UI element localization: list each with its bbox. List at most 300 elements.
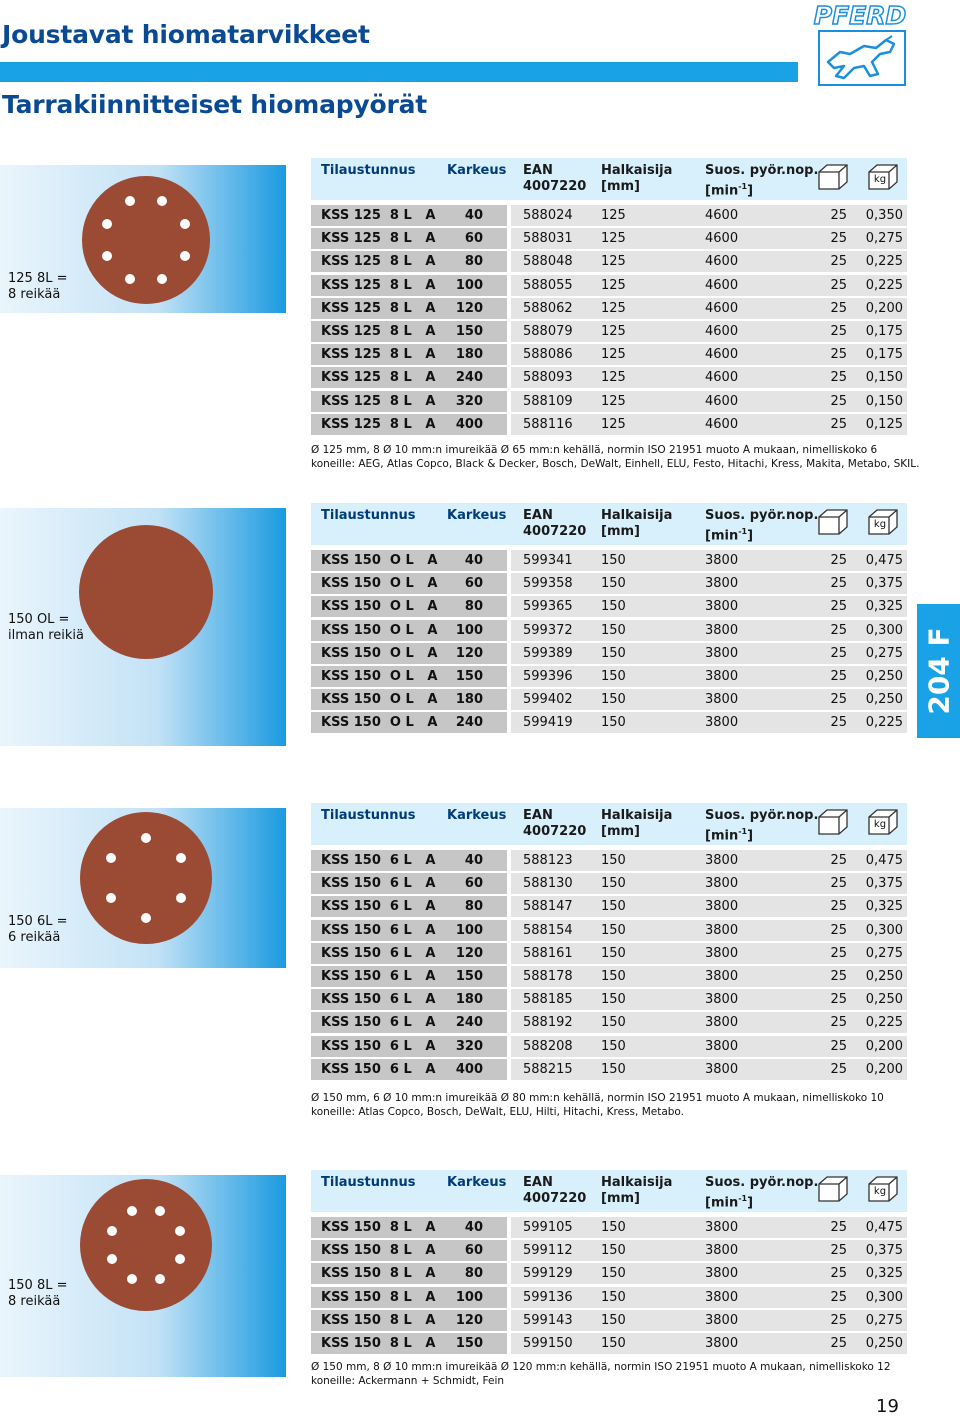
product-note	[311, 443, 919, 471]
weight-value: 0,375	[865, 576, 903, 592]
ean-code: 599389	[523, 645, 573, 661]
disc-hole	[176, 893, 186, 903]
grit-value: 60	[464, 876, 483, 892]
speed-value: 3800	[705, 669, 739, 684]
product-row	[311, 1012, 907, 1033]
weight-value: 0,250	[865, 669, 903, 684]
speed-value: 3800	[705, 876, 739, 892]
product-row	[311, 367, 907, 388]
grit-value: 80	[464, 1266, 483, 1282]
speed-value: 3800	[705, 969, 739, 984]
pack-quantity: 25	[830, 1289, 847, 1305]
table-header	[311, 803, 907, 845]
ean-code: 588215	[523, 1061, 573, 1077]
product-row	[311, 943, 907, 964]
col-order-code-line1: Tilaustunnus	[321, 163, 416, 178]
pack-quantity: 25	[830, 277, 847, 293]
speed-value: 3800	[705, 1015, 739, 1031]
weight-value: 0,225	[865, 1015, 903, 1031]
speed-value: 3800	[705, 576, 739, 592]
grit-value: 120	[455, 645, 483, 661]
diameter-value: 150	[601, 1061, 626, 1077]
order-code: KSS 150 8 L A	[321, 1266, 436, 1282]
disc-hole	[125, 274, 135, 284]
col-grit-line1: Karkeus	[447, 508, 507, 523]
page-number: 19	[876, 1396, 899, 1417]
speed-value: 3800	[705, 1220, 739, 1235]
order-code: KSS 150 6 L A	[321, 945, 436, 961]
grit-value: 120	[455, 1312, 483, 1328]
disc-hole	[175, 1226, 185, 1236]
disc-hole	[107, 1226, 117, 1236]
grit-value: 100	[455, 1289, 483, 1305]
col-speed-unit	[705, 1191, 818, 1211]
pack-quantity: 25	[830, 553, 847, 568]
col-ean-line2: 4007220	[523, 1191, 587, 1206]
weight-kg-icon-label: kg	[873, 519, 887, 530]
grit-value: 150	[455, 969, 483, 984]
col-diameter-line2: [mm]	[601, 179, 640, 194]
product-row	[311, 275, 907, 296]
order-code: KSS 150 6 L A	[321, 1061, 436, 1077]
pack-quantity: 25	[830, 692, 847, 708]
product-note-line2: koneille: Ackermann + Schmidt, Fein	[311, 1375, 505, 1387]
product-note-line1: Ø 125 mm, 8 Ø 10 mm:n imureikää Ø 65 mm:n kehällä, normin ISO 21951 muoto A mukaan, nimelliskoko 6	[311, 444, 878, 456]
grit-value: 100	[455, 622, 483, 638]
col-diameter	[601, 1175, 672, 1207]
order-code: KSS 150 O L A	[321, 599, 438, 615]
pack-quantity: 25	[830, 853, 847, 868]
col-speed	[705, 808, 818, 844]
diameter-value: 150	[601, 599, 626, 615]
weight-value: 0,300	[865, 922, 903, 938]
grit-value: 320	[455, 1038, 483, 1054]
product-row	[311, 1333, 907, 1354]
weight-kg-icon	[867, 162, 899, 196]
product-row	[311, 205, 907, 226]
order-code: KSS 150 6 L A	[321, 899, 436, 915]
product-note	[311, 1360, 891, 1388]
disc-type-label	[8, 612, 84, 644]
table-header	[311, 1170, 907, 1212]
col-order-code	[321, 808, 416, 824]
pack-quantity-box-icon	[817, 1174, 849, 1208]
col-order-code-line1: Tilaustunnus	[321, 508, 416, 523]
grit-value: 150	[455, 669, 483, 684]
col-ean	[523, 808, 586, 840]
order-code: KSS 150 6 L A	[321, 853, 436, 868]
ean-code: 588185	[523, 992, 573, 1008]
grit-value: 150	[455, 324, 483, 339]
weight-value: 0,275	[865, 231, 903, 247]
col-diameter-line1: Halkaisija	[601, 1175, 673, 1190]
diameter-value: 150	[601, 922, 626, 938]
product-row	[311, 1287, 907, 1308]
speed-value: 4600	[705, 393, 739, 409]
disc-type-label	[8, 271, 67, 303]
order-code: KSS 150 O L A	[321, 622, 438, 638]
col-order-code-line1: Tilaustunnus	[321, 1175, 416, 1190]
weight-kg-icon-label: kg	[873, 819, 887, 830]
speed-unit-close: ]	[747, 528, 754, 544]
col-order-code-line1: Tilaustunnus	[321, 808, 416, 823]
grit-value: 40	[464, 208, 483, 223]
speed-unit-exponent: -1	[738, 827, 748, 836]
speed-value: 4600	[705, 370, 739, 386]
weight-kg-icon	[867, 807, 899, 841]
diameter-value: 125	[601, 347, 626, 363]
disc-type-label-line1: 125 8L =	[8, 271, 68, 286]
speed-unit-close: ]	[747, 183, 754, 199]
weight-kg-icon	[867, 1174, 899, 1208]
order-code: KSS 125 8 L A	[321, 208, 436, 223]
ean-code: 588048	[523, 254, 573, 270]
pack-quantity: 25	[830, 1266, 847, 1282]
speed-value: 3800	[705, 622, 739, 638]
grit-value: 120	[455, 300, 483, 316]
pack-quantity-box-icon	[817, 507, 849, 541]
grit-value: 150	[455, 1336, 483, 1351]
col-grit	[447, 1175, 506, 1191]
ean-code: 599129	[523, 1266, 573, 1282]
disc-hole	[176, 853, 186, 863]
col-speed-line1: Suos. pyör.nop.	[705, 163, 819, 178]
speed-value: 3800	[705, 1038, 739, 1054]
col-speed-unit	[705, 824, 818, 844]
disc-hole	[141, 913, 151, 923]
product-row	[311, 573, 907, 594]
grit-value: 180	[455, 992, 483, 1008]
col-ean-line2: 4007220	[523, 524, 587, 539]
order-code: KSS 125 8 L A	[321, 300, 436, 316]
grit-value: 240	[455, 370, 483, 386]
disc-hole	[180, 219, 190, 229]
header-accent-bar	[0, 62, 798, 82]
speed-value: 3800	[705, 1312, 739, 1328]
order-code: KSS 125 8 L A	[321, 370, 436, 386]
product-row	[311, 620, 907, 641]
product-note	[311, 1091, 884, 1119]
product-row	[311, 666, 907, 687]
disc-type-label-line1: 150 6L =	[8, 914, 68, 929]
speed-value: 4600	[705, 254, 739, 270]
diameter-value: 125	[601, 254, 626, 270]
speed-value: 3800	[705, 899, 739, 915]
disc-type-label-line1: 150 OL =	[8, 612, 70, 627]
weight-value: 0,325	[865, 1266, 903, 1282]
diameter-value: 150	[601, 1015, 626, 1031]
diameter-value: 150	[601, 899, 626, 915]
disc-type-label	[8, 914, 67, 946]
diameter-value: 150	[601, 645, 626, 661]
grit-value: 60	[464, 1243, 483, 1259]
pack-quantity: 25	[830, 1243, 847, 1259]
ean-code: 588109	[523, 393, 573, 409]
diameter-value: 150	[601, 553, 626, 568]
ean-code: 599396	[523, 669, 573, 684]
ean-code: 588123	[523, 853, 573, 868]
ean-code: 588116	[523, 416, 573, 432]
speed-value: 4600	[705, 208, 739, 223]
weight-value: 0,325	[865, 899, 903, 915]
pack-quantity: 25	[830, 922, 847, 938]
grit-value: 40	[464, 553, 483, 568]
col-speed-line1: Suos. pyör.nop.	[705, 808, 819, 823]
col-ean	[523, 163, 586, 195]
diameter-value: 150	[601, 1266, 626, 1282]
diameter-value: 150	[601, 1220, 626, 1235]
ean-code: 599419	[523, 715, 573, 731]
grit-value: 60	[464, 576, 483, 592]
weight-value: 0,250	[865, 692, 903, 708]
ean-code: 588161	[523, 945, 573, 961]
pack-quantity: 25	[830, 231, 847, 247]
horse-logo-icon	[818, 30, 906, 86]
grit-value: 240	[455, 1015, 483, 1031]
product-row	[311, 850, 907, 871]
weight-value: 0,275	[865, 1312, 903, 1328]
speed-value: 3800	[705, 1336, 739, 1351]
col-speed-unit	[705, 524, 818, 544]
pack-quantity: 25	[830, 300, 847, 316]
speed-value: 3800	[705, 945, 739, 961]
pack-quantity: 25	[830, 1038, 847, 1054]
diameter-value: 125	[601, 231, 626, 247]
product-row	[311, 689, 907, 710]
product-row	[311, 712, 907, 733]
pack-quantity: 25	[830, 945, 847, 961]
page-title: Tarrakiinnitteiset hiomapyörät	[2, 90, 428, 119]
col-speed-unit	[705, 179, 818, 199]
col-grit-line1: Karkeus	[447, 808, 507, 823]
weight-value: 0,275	[865, 645, 903, 661]
order-code: KSS 150 6 L A	[321, 876, 436, 892]
disc-hole	[155, 1206, 165, 1216]
ean-code: 588031	[523, 231, 573, 247]
grit-value: 180	[455, 692, 483, 708]
ean-code: 599136	[523, 1289, 573, 1305]
col-ean-line2: 4007220	[523, 824, 587, 839]
weight-value: 0,150	[865, 393, 903, 409]
pack-quantity: 25	[830, 669, 847, 684]
order-code: KSS 150 8 L A	[321, 1243, 436, 1259]
grit-value: 60	[464, 231, 483, 247]
disc-type-label-line2: 6 reikää	[8, 930, 61, 945]
speed-value: 3800	[705, 1266, 739, 1282]
weight-value: 0,300	[865, 1289, 903, 1305]
col-ean-line1: EAN	[523, 508, 553, 523]
order-code: KSS 125 8 L A	[321, 416, 436, 432]
product-row	[311, 1217, 907, 1238]
ean-code: 588147	[523, 899, 573, 915]
weight-value: 0,250	[865, 1336, 903, 1351]
weight-value: 0,150	[865, 370, 903, 386]
col-diameter-line1: Halkaisija	[601, 508, 673, 523]
order-code: KSS 150 O L A	[321, 669, 438, 684]
speed-value: 3800	[705, 599, 739, 615]
product-row	[311, 896, 907, 917]
pack-quantity: 25	[830, 208, 847, 223]
col-speed	[705, 163, 818, 199]
product-row	[311, 298, 907, 319]
speed-value: 3800	[705, 853, 739, 868]
ean-code: 599365	[523, 599, 573, 615]
col-ean-line1: EAN	[523, 808, 553, 823]
diameter-value: 150	[601, 576, 626, 592]
order-code: KSS 150 8 L A	[321, 1289, 436, 1305]
disc-type-label-line2: 8 reikää	[8, 1294, 61, 1309]
col-diameter-line1: Halkaisija	[601, 808, 673, 823]
speed-unit-open: [min	[705, 1195, 739, 1211]
disc-type-label	[8, 1278, 67, 1310]
col-grit	[447, 808, 506, 824]
table-header	[311, 503, 907, 545]
speed-unit-exponent: -1	[738, 182, 748, 191]
speed-unit-exponent: -1	[738, 1194, 748, 1203]
pack-quantity-box-icon	[817, 807, 849, 841]
order-code: KSS 150 O L A	[321, 715, 438, 731]
col-ean-line1: EAN	[523, 163, 553, 178]
pack-quantity: 25	[830, 622, 847, 638]
speed-value: 3800	[705, 645, 739, 661]
ean-code: 599112	[523, 1243, 573, 1259]
order-code: KSS 125 8 L A	[321, 231, 436, 247]
speed-value: 4600	[705, 231, 739, 247]
speed-value: 3800	[705, 553, 739, 568]
order-code: KSS 150 O L A	[321, 576, 438, 592]
product-row	[311, 1310, 907, 1331]
product-row	[311, 873, 907, 894]
order-code: KSS 150 6 L A	[321, 922, 436, 938]
speed-unit-close: ]	[747, 828, 754, 844]
speed-value: 3800	[705, 922, 739, 938]
ean-code: 599402	[523, 692, 573, 708]
weight-value: 0,275	[865, 945, 903, 961]
speed-unit-open: [min	[705, 183, 739, 199]
pack-quantity: 25	[830, 876, 847, 892]
product-row	[311, 920, 907, 941]
speed-value: 4600	[705, 300, 739, 316]
disc-hole	[180, 251, 190, 261]
pack-quantity: 25	[830, 393, 847, 409]
grit-value: 400	[455, 416, 483, 432]
col-order-code	[321, 1175, 416, 1191]
pack-quantity: 25	[830, 599, 847, 615]
product-note-line1: Ø 150 mm, 6 Ø 10 mm:n imureikää Ø 80 mm:n kehällä, normin ISO 21951 muoto A mukaan, nimelliskoko 10	[311, 1092, 884, 1104]
sanding-disc-image	[80, 812, 212, 944]
col-order-code	[321, 163, 416, 179]
weight-value: 0,350	[865, 208, 903, 223]
order-code: KSS 150 8 L A	[321, 1336, 436, 1351]
order-code: KSS 125 8 L A	[321, 324, 436, 339]
disc-type-label-line2: 8 reikää	[8, 287, 61, 302]
diameter-value: 125	[601, 208, 626, 223]
ean-code: 588079	[523, 324, 573, 339]
speed-value: 4600	[705, 416, 739, 432]
col-ean	[523, 508, 586, 540]
grit-value: 180	[455, 347, 483, 363]
weight-value: 0,375	[865, 1243, 903, 1259]
pack-quantity: 25	[830, 370, 847, 386]
product-row	[311, 596, 907, 617]
ean-code: 588086	[523, 347, 573, 363]
weight-value: 0,175	[865, 324, 903, 339]
ean-code: 588055	[523, 277, 573, 293]
speed-value: 4600	[705, 277, 739, 293]
product-row	[311, 989, 907, 1010]
pack-quantity: 25	[830, 347, 847, 363]
diameter-value: 150	[601, 876, 626, 892]
pack-quantity: 25	[830, 1312, 847, 1328]
diameter-value: 150	[601, 692, 626, 708]
pack-quantity: 25	[830, 324, 847, 339]
ean-code: 588178	[523, 969, 573, 984]
order-code: KSS 150 6 L A	[321, 992, 436, 1008]
grit-value: 80	[464, 254, 483, 270]
sanding-disc-image	[80, 1179, 212, 1311]
col-grit	[447, 163, 506, 179]
grit-value: 240	[455, 715, 483, 731]
disc-hole	[107, 1254, 117, 1264]
speed-value: 3800	[705, 1243, 739, 1259]
product-row	[311, 321, 907, 342]
product-row	[311, 1036, 907, 1057]
col-order-code	[321, 508, 416, 524]
order-code: KSS 150 O L A	[321, 692, 438, 708]
disc-type-label-line2: ilman reikiä	[8, 628, 85, 643]
order-code: KSS 125 8 L A	[321, 254, 436, 270]
pack-quantity: 25	[830, 1220, 847, 1235]
col-diameter-line1: Halkaisija	[601, 163, 673, 178]
pack-quantity: 25	[830, 1015, 847, 1031]
col-ean-line2: 4007220	[523, 179, 587, 194]
col-diameter-line2: [mm]	[601, 1191, 640, 1206]
diameter-value: 150	[601, 669, 626, 684]
pack-quantity: 25	[830, 254, 847, 270]
product-row	[311, 251, 907, 272]
weight-value: 0,325	[865, 599, 903, 615]
col-grit-line1: Karkeus	[447, 163, 507, 178]
diameter-value: 125	[601, 300, 626, 316]
diameter-value: 150	[601, 1243, 626, 1259]
sanding-disc-image	[82, 176, 210, 304]
ean-code: 599341	[523, 553, 573, 568]
grit-value: 40	[464, 1220, 483, 1235]
product-row	[311, 228, 907, 249]
speed-unit-open: [min	[705, 828, 739, 844]
diameter-value: 150	[601, 992, 626, 1008]
diameter-value: 125	[601, 277, 626, 293]
page-category-title: Joustavat hiomatarvikkeet	[2, 20, 370, 49]
diameter-value: 150	[601, 1289, 626, 1305]
diameter-value: 150	[601, 945, 626, 961]
weight-value: 0,475	[865, 553, 903, 568]
diameter-value: 150	[601, 969, 626, 984]
pack-quantity: 25	[830, 645, 847, 661]
diameter-value: 150	[601, 715, 626, 731]
weight-value: 0,475	[865, 1220, 903, 1235]
ean-code: 588024	[523, 208, 573, 223]
grit-value: 40	[464, 853, 483, 868]
disc-type-label-line1: 150 8L =	[8, 1278, 68, 1293]
col-grit-line1: Karkeus	[447, 1175, 507, 1190]
product-row	[311, 414, 907, 435]
page-section-tab-label: 204 F	[922, 627, 955, 715]
speed-value: 3800	[705, 692, 739, 708]
ean-code: 588130	[523, 876, 573, 892]
weight-value: 0,175	[865, 347, 903, 363]
order-code: KSS 150 6 L A	[321, 969, 436, 984]
